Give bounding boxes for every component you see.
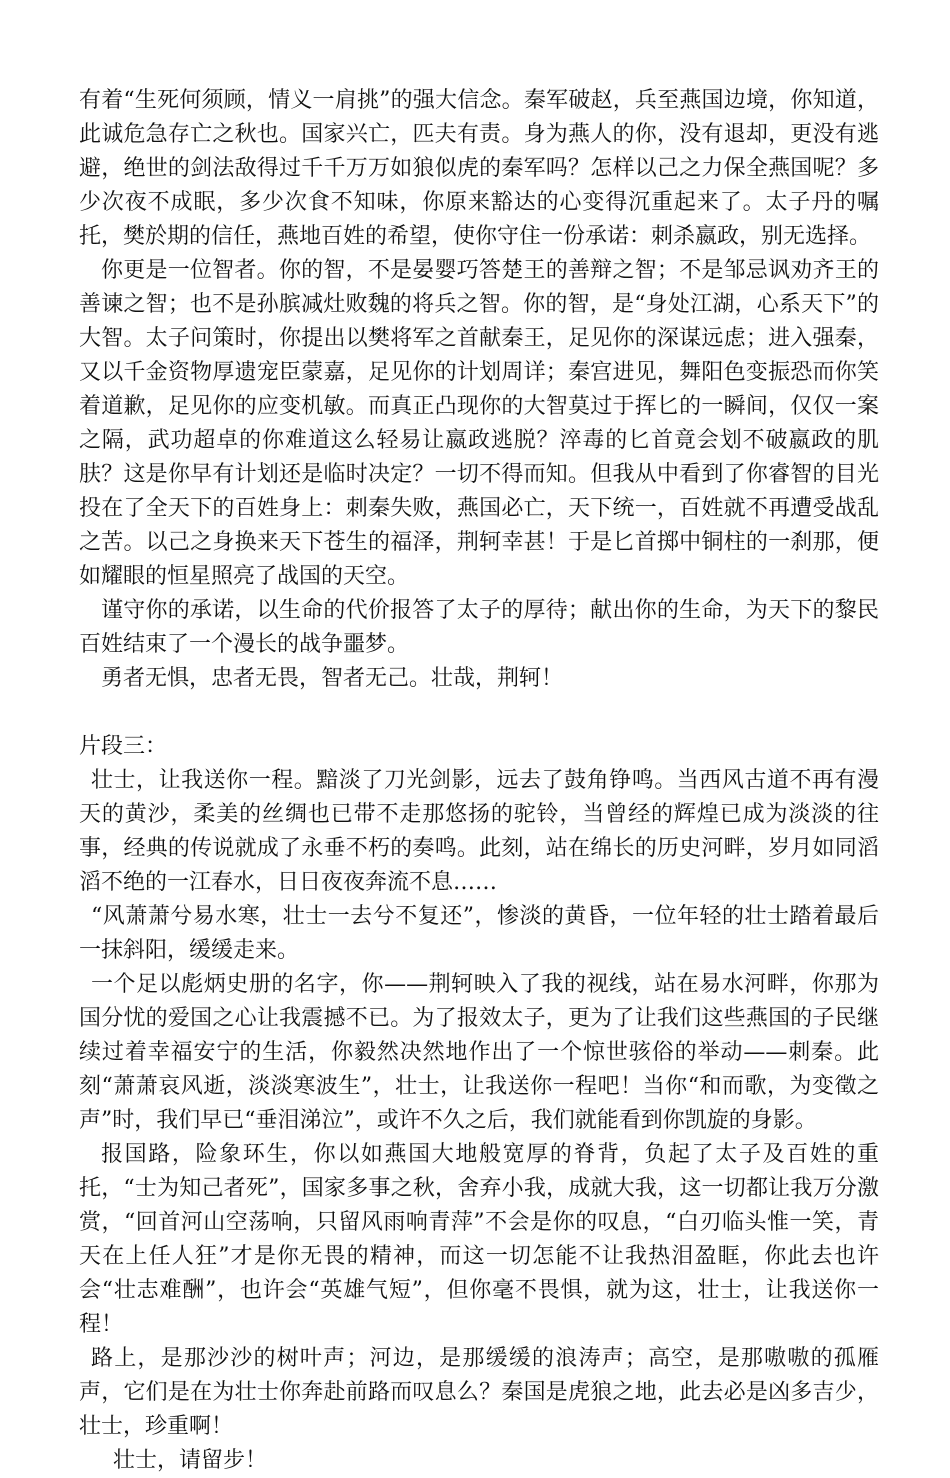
document-body (79, 84, 879, 1478)
paragraph-conclusion: 勇者无惧，忠者无畏，智者无己。壮哉，荆轲！ (101, 666, 564, 691)
paragraph-wisdom: 你更是一位智者。你的智，不是晏婴巧答楚王的善辩之智；不是邹忌讽劝齐王的善谏之智；也不是孙膑减灶败魏的将兵之智。你的智，是“身处江湖，心系天下”的大智。太子问策时，你提出以樊将军之首献秦王，足见你的深谋远虑；进入强秦，又以千金资物厚遗宠臣蒙嘉，足见你的计划周详；秦宫进见，舞阳色变振恐而你笑着道歉，足见你的应变机敏。而真正凸现你的大智莫过于挥匕的一瞬间，仅仅一案之隔，武功超卓的你难道这么轻易让嬴政逃脱？淬毒的匕首竟会划不破嬴政的肌肤？这是你早有计划还是临时决定？一切不得而知。但我从中看到了你睿智的目光投在了全天下的百姓身上：刺秦失败，燕国必亡，天下统一，百姓就不再遭受战乱之苦。以己之身换来天下苍生的福泽，荆轲幸甚！于是匕首掷中铜柱的一刹那，便如耀眼的恒星照亮了战国的天空。 (79, 258, 879, 589)
paragraph-road: 路上，是那沙沙的树叶声；河边，是那缓缓的浪涛声；高空，是那嗷嗷的孤雁声，它们是在为壮士你奔赴前路而叹息么？秦国是虎狼之地，此去必是凶多吉少，壮士，珍重啊！ (79, 1346, 879, 1439)
paragraph-yishui: “风萧萧兮易水寒，壮士一去兮不复还”，惨淡的黄昏，一位年轻的壮士踏着最后一抹斜阳，缓缓走来。 (79, 904, 879, 963)
paragraph-final: 壮士，请留步！ (113, 1448, 268, 1473)
paragraph-loyalty-continued: 有着“生死何须顾，情义一肩挑”的强大信念。秦军破赵，兵至燕国边境，你知道，此诚危急存亡之秋也。国家兴亡，匹夫有责。身为燕人的你，没有退却，更没有逃避，绝世的剑法敌得过千千万万如狼似虎的秦军吗？怎样以己之力保全燕国呢？多少次夜不成眠，多少次食不知味，你原来豁达的心变得沉重起来了。太子丹的嘱托，樊於期的信任，燕地百姓的希望，使你守住一份承诺：刺杀嬴政，别无选择。 (79, 88, 879, 249)
paragraph-path: 报国路，险象环生，你以如燕国大地般宽厚的脊背，负起了太子及百姓的重托，“士为知己者死”，国家多事之秋，舍弃小我，成就大我，这一切都让我万分激赏，“回首河山空荡响，只留风雨响青萍”不会是你的叹息，“白刃临头惟一笑，青天在上任人狂”才是你无畏的精神，而这一切怎能不让我热泪盈眶，你此去也许会“壮志难酬”，也许会“英雄气短”，但你毫不畏惧，就为这，壮士，让我送你一程！ (79, 1142, 879, 1337)
blank-line (79, 696, 879, 730)
paragraph-promise: 谨守你的承诺，以生命的代价报答了太子的厚待；献出你的生命，为天下的黎民百姓结束了一个漫长的战争噩梦。 (79, 598, 879, 657)
paragraph-farewell-intro: 壮士，让我送你一程。黯淡了刀光剑影，远去了鼓角铮鸣。当西风古道不再有漫天的黄沙，柔美的丝绸也已带不走那悠扬的驼铃，当曾经的辉煌已成为淡淡的往事，经典的传说就成了永垂不朽的奏鸣。此刻，站在绵长的历史河畔，岁月如同滔滔不绝的一江春水，日日夜夜奔流不息…… (79, 768, 879, 895)
paragraph-name: 一个足以彪炳史册的名字，你——荆轲映入了我的视线，站在易水河畔，你那为国分忧的爱国之心让我震撼不已。为了报效太子，更为了让我们这些燕国的子民继续过着幸福安宁的生活，你毅然决然地作出了一个惊世骇俗的举动——刺秦。此刻“萧萧哀风逝，淡淡寒波生”，壮士，让我送你一程吧！当你“和而歌，为变徵之声”时，我们早已“垂泪涕泣”，或许不久之后，我们就能看到你凯旋的身影。 (79, 972, 879, 1133)
section-heading: 片段三： (79, 734, 168, 759)
